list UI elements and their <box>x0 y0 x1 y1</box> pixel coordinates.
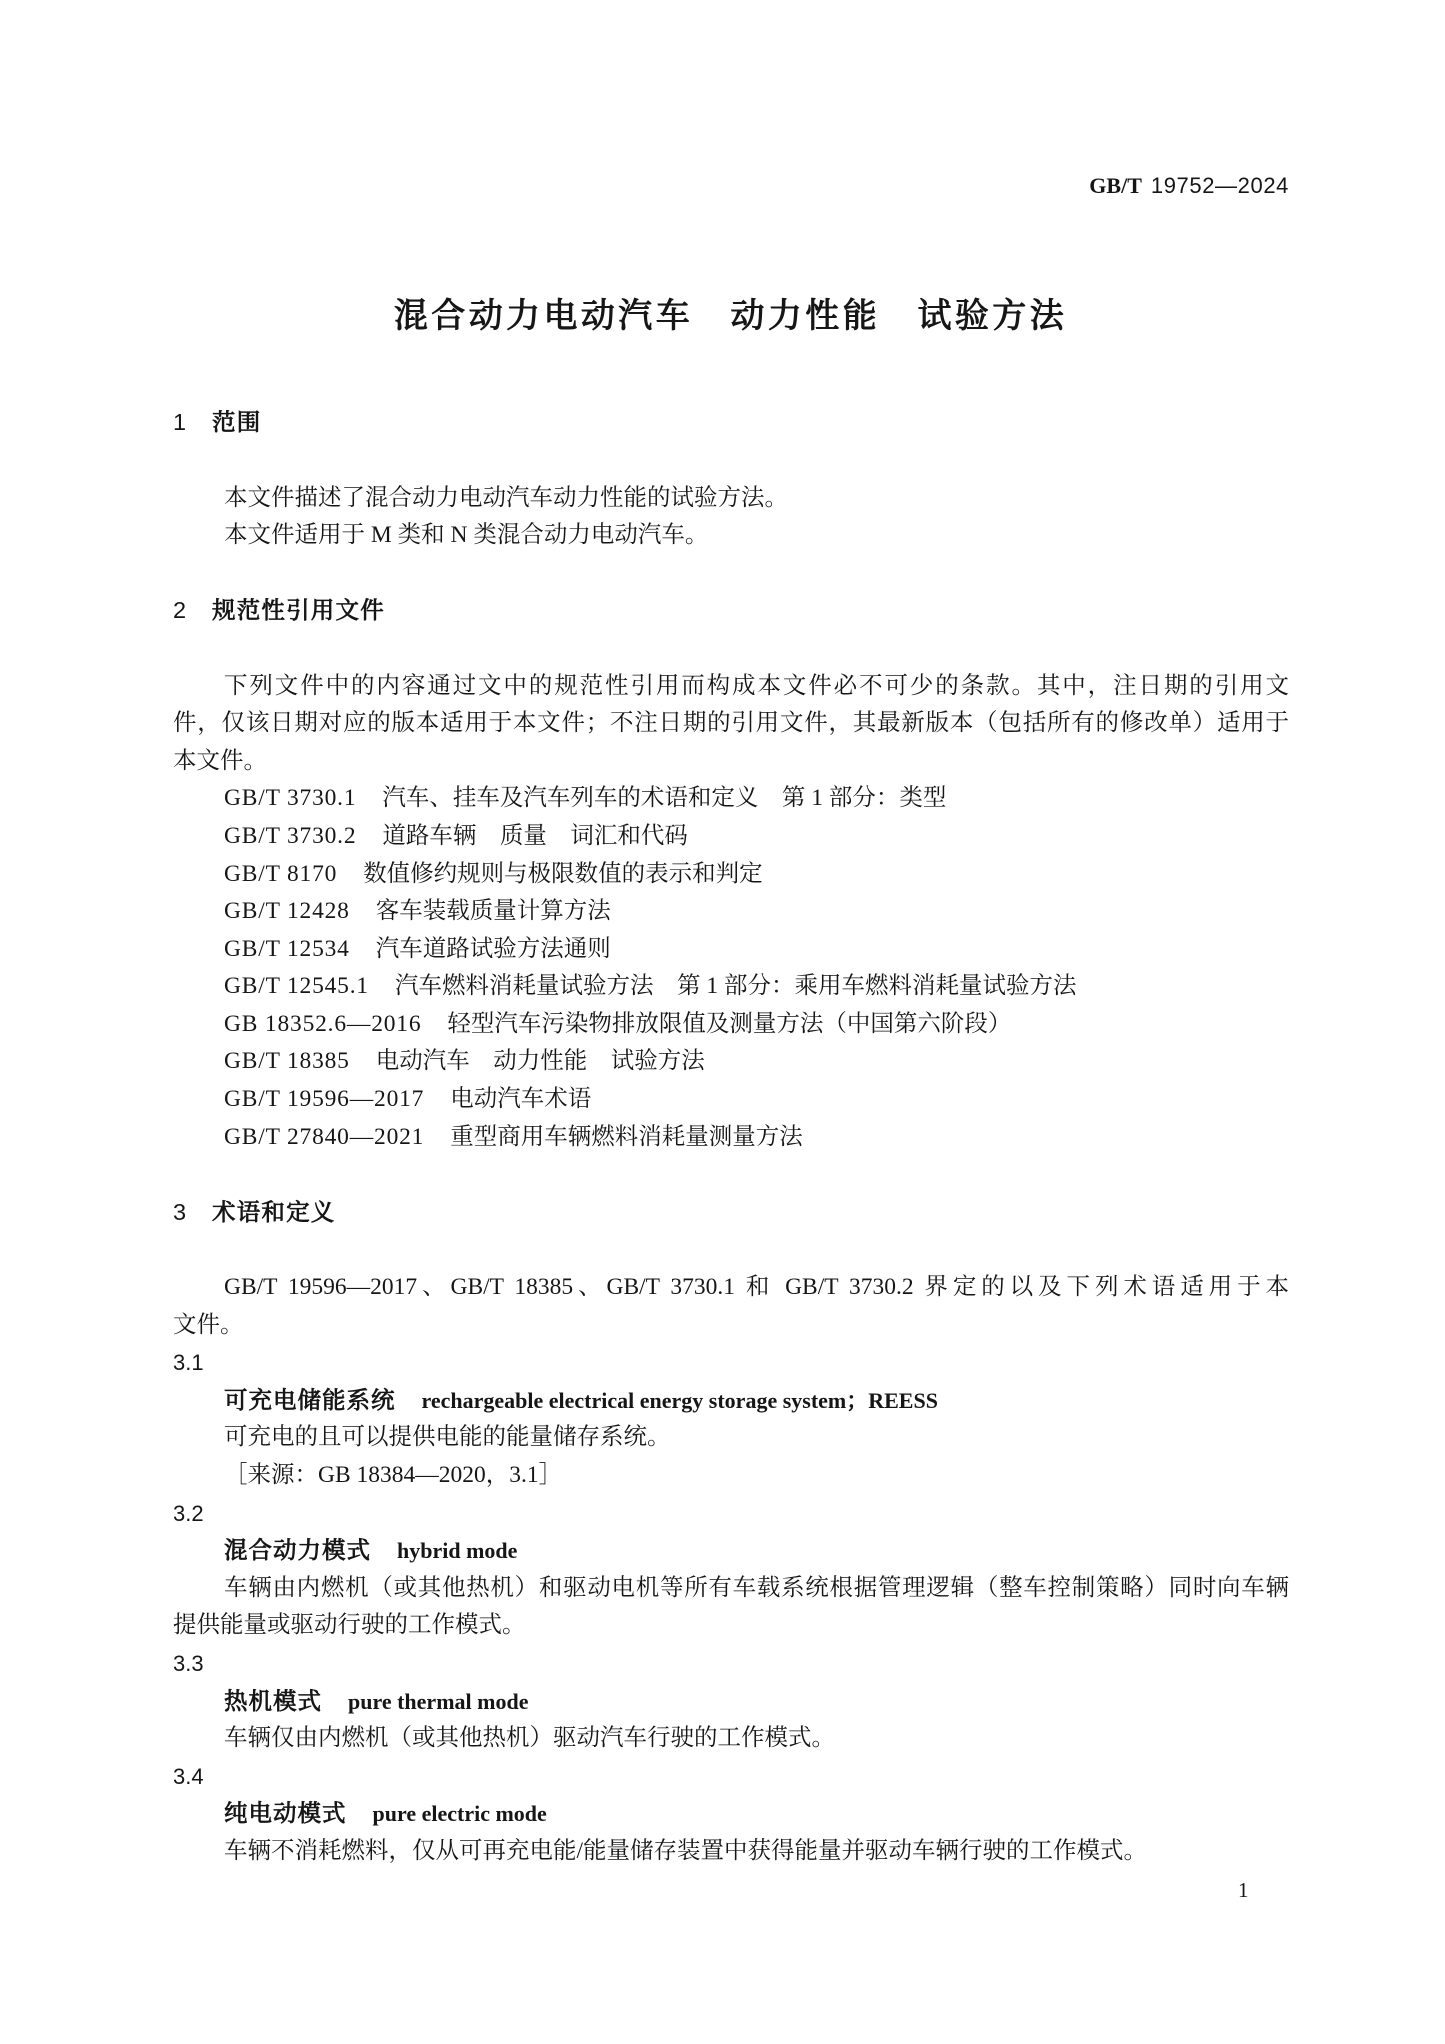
reference-item <box>173 1119 1289 1157</box>
paragraph-line: 件，仅该日期对应的版本适用于本文件；不注日期的引用文件，其最新版本（包括所有的修改单）适用于 <box>173 710 1289 737</box>
standard-prefix: GB/T <box>1089 173 1142 198</box>
section-title: 规范性引用文件 <box>212 596 385 625</box>
reference-title: 汽车燃料消耗量试验方法 第 1 部分：乘用车燃料消耗量试验方法 <box>394 973 1077 1000</box>
term-name-zh: 混合动力模式 <box>224 1536 371 1565</box>
reference-code: GB/T 12534 <box>224 935 350 962</box>
reference-code: GB/T 8170 <box>224 860 338 887</box>
section-heading <box>173 1194 1289 1232</box>
reference-code: GB/T 19596—2017 <box>224 1086 425 1113</box>
section-normative-references <box>173 592 1289 1156</box>
term-name-en: pure thermal mode <box>348 1688 529 1714</box>
term-name-zh: 热机模式 <box>224 1686 322 1715</box>
term-entry <box>173 1683 1289 1721</box>
reference-code: GB/T 3730.1 <box>224 785 357 812</box>
standard-number-header <box>1089 170 1289 202</box>
term-entry <box>173 1795 1289 1833</box>
reference-title: 汽车、挂车及汽车列车的术语和定义 第 1 部分：类型 <box>382 785 947 812</box>
reference-title: 轻型汽车污染物排放限值及测量方法（中国第六阶段） <box>447 1010 1012 1037</box>
term-definition-line: 车辆由内燃机（或其他热机）和驱动电机等所有车载系统根据管理逻辑（整车控制策略）同时向车辆 <box>224 1574 1289 1601</box>
reference-item <box>173 893 1289 931</box>
reference-item <box>173 1043 1289 1081</box>
paragraph-line: 下列文件中的内容通过文中的规范性引用而构成本文件必不可少的条款。其中，注日期的引用文 <box>224 672 1289 699</box>
reference-title: 电动汽车术语 <box>450 1086 592 1113</box>
reference-code: GB/T 3730.2 <box>224 822 357 849</box>
term-name-en: hybrid mode <box>397 1538 518 1564</box>
term-entry <box>173 1532 1289 1570</box>
section-number: 3 <box>173 1198 187 1225</box>
reference-title: 道路车辆 质量 词汇和代码 <box>382 822 688 849</box>
page-number: 1 <box>1238 1878 1249 1902</box>
term-definition-line: 提供能量或驱动行驶的工作模式。 <box>173 1612 526 1639</box>
reference-item <box>173 968 1289 1006</box>
section-terms-and-definitions <box>173 1194 1289 1871</box>
reference-title: 汽车道路试验方法通则 <box>375 935 611 962</box>
section-number: 1 <box>173 409 187 436</box>
paragraph-line: 本文件适用于 M 类和 N 类混合动力电动汽车。 <box>224 522 709 549</box>
term-entry <box>173 1382 1289 1420</box>
reference-item <box>173 931 1289 969</box>
term-name-en: rechargeable electrical energy storage system；REESS <box>421 1387 938 1413</box>
term-source: ［来源：GB 18384—2020，3.1］ <box>224 1462 563 1489</box>
paragraph-line: GB/T 19596—2017、GB/T 18385、GB/T 3730.1 和 GB/T 3730.2 界定的以及下列术语适用于本 <box>224 1274 1289 1301</box>
section-title: 范围 <box>212 408 262 437</box>
section-title: 术语和定义 <box>212 1197 336 1226</box>
section-number: 2 <box>173 597 187 624</box>
term-definition-line: 可充电的且可以提供电能的能量储存系统。 <box>224 1424 671 1451</box>
reference-item <box>173 780 1289 818</box>
paragraph-line: 本文件。 <box>173 747 267 774</box>
term-definition-line: 车辆仅由内燃机（或其他热机）驱动汽车行驶的工作模式。 <box>224 1725 835 1752</box>
reference-code: GB/T 27840—2021 <box>224 1123 425 1150</box>
term-name-en: pure electric mode <box>372 1801 547 1827</box>
document-title: 混合动力电动汽车 动力性能 试验方法 <box>393 296 1068 336</box>
reference-title: 数值修约规则与极限数值的表示和判定 <box>363 860 763 887</box>
reference-code: GB 18352.6—2016 <box>224 1010 422 1037</box>
reference-item <box>173 818 1289 856</box>
section-heading <box>173 404 1289 442</box>
term-number: 3.4 <box>173 1763 204 1789</box>
reference-item <box>173 856 1289 894</box>
term-name-zh: 纯电动模式 <box>224 1799 347 1828</box>
term-definition-line: 车辆不消耗燃料，仅从可再充电能/能量储存装置中获得能量并驱动车辆行驶的工作模式。 <box>224 1837 1148 1864</box>
reference-code: GB/T 18385 <box>224 1048 350 1075</box>
term-number: 3.1 <box>173 1350 204 1376</box>
document-body <box>173 404 1289 1870</box>
term-number: 3.2 <box>173 1500 204 1526</box>
reference-title: 重型商用车辆燃料消耗量测量方法 <box>450 1123 803 1150</box>
paragraph-line: 本文件描述了混合动力电动汽车动力性能的试验方法。 <box>224 484 788 511</box>
term-name-zh: 可充电储能系统 <box>224 1385 396 1414</box>
term-number: 3.3 <box>173 1650 204 1676</box>
reference-code: GB/T 12428 <box>224 898 350 925</box>
reference-code: GB/T 12545.1 <box>224 973 369 1000</box>
paragraph-line: 文件。 <box>173 1311 244 1338</box>
section-scope <box>173 404 1289 554</box>
reference-title: 客车装载质量计算方法 <box>375 898 611 925</box>
reference-title: 电动汽车 动力性能 试验方法 <box>375 1048 705 1075</box>
reference-item <box>173 1006 1289 1044</box>
reference-item <box>173 1081 1289 1119</box>
section-heading <box>173 592 1289 630</box>
standard-number: 19752—2024 <box>1150 173 1289 198</box>
